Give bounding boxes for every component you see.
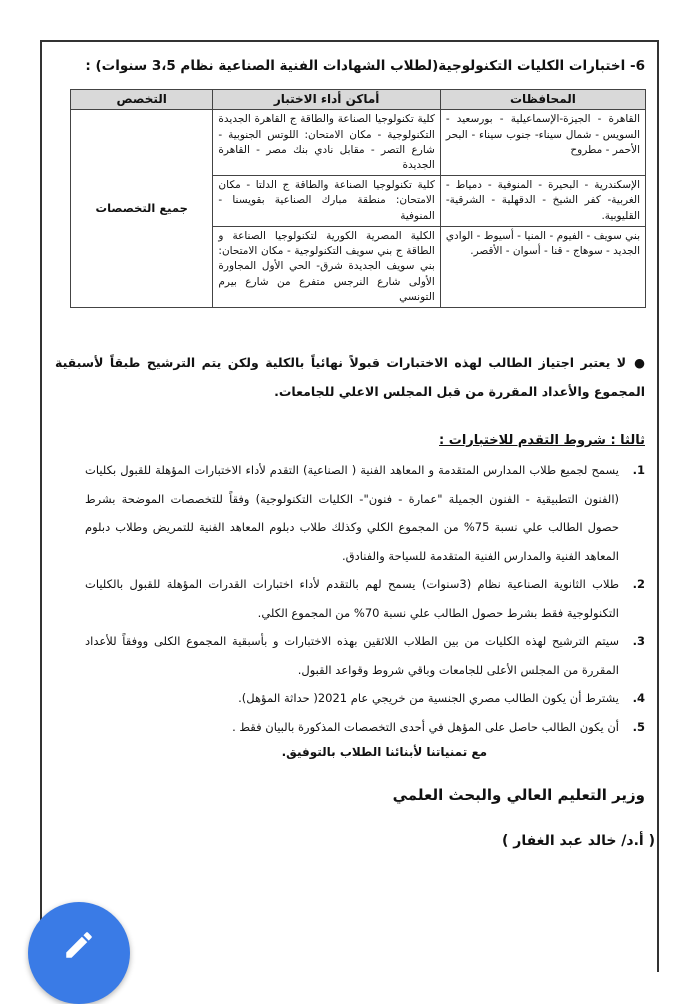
header-exam-places: أماكن أداء الاختبار [213, 90, 440, 110]
header-specialization: التخصص [71, 90, 213, 110]
edit-pencil-icon [62, 928, 96, 962]
cell-exam-place: كلية تكنولوجيا الصناعة والطاقة ج القاهرة الجديدة التكنولوجية - مكان الامتحان: اللوتس الجنوبية - شارع التصر - مقابل نادي بنك مصر - القاهرة الجديدة [213, 110, 440, 176]
list-item [85, 627, 645, 684]
item-number: 1. [632, 463, 645, 477]
note-text: لا يعتبر اجتياز الطالب لهذه الاختبارات قبولاً نهائياً بالكلية ولكن يتم الترشيح طبقاً لأسبقية المجموع والأعداد المقررة من قبل المجلس الاعلي للجامعات. [55, 355, 645, 399]
item-text: سيتم الترشيح لهذه الكليات من بين الطلاب اللائقين بهذه الاختبارات و بأسبقية المجموع الكلى ووفقاً للأعداد المقررة من المجلس الأعلى للجامعات وباقي شروط وقواعد القبول. [85, 634, 619, 677]
signer-name: ( أ.د/ خالد عبد الغفار ) [502, 833, 655, 849]
cell-governorates: القاهرة - الجيزة-الإسماعيلية - بورسعيد - السويس - شمال سيناء- جنوب سيناء - البحر الأحمر - مطروح [440, 110, 645, 176]
cell-specialization: جميع التخصصات [71, 110, 213, 308]
cell-exam-place: الكلية المصرية الكورية لتكنولوجيا الصناعة و الطاقة ج بني سويف التكنولوجية - مكان الامتحان: بني سويف الجديدة شرق- الحي الأول المجاورة الأولى شارع النرجس متفرع من شارع بيرم التونسي [213, 226, 440, 307]
conditions-list [85, 456, 645, 741]
edit-fab-button[interactable] [28, 902, 130, 1004]
item-number: 3. [632, 634, 645, 648]
minister-title: وزير التعليم العالي والبحث العلمي [392, 786, 645, 804]
table-header-row [71, 90, 646, 110]
list-item [85, 684, 645, 713]
table-row [71, 110, 646, 176]
item-text: يشترط أن يكون الطالب مصري الجنسية من خريجي عام 2021( حداثة المؤهل). [238, 691, 619, 705]
list-item [85, 456, 645, 570]
list-item [85, 713, 645, 742]
admission-note [55, 348, 645, 406]
cell-exam-place: كلية تكنولوجيا الصناعة والطاقة ج الدلتا - مكان الامتحان: منطقة مبارك الصناعية بقويسنا - المنوفية [213, 176, 440, 227]
cell-governorates: الإسكندرية - البحيرة - المنوفية - دمياط - الغربية- كفر الشيخ - الدقهلية - الشرقية- القليوبية. [440, 176, 645, 227]
section-heading: 6- اختبارات الكليات التكنولوجية(لطلاب الشهادات الفنية الصناعية نظام 3،5 سنوات) : [85, 58, 645, 74]
conditions-title: ثالثا : شروط التقدم للاختبارات : [439, 433, 645, 448]
item-text: أن يكون الطالب حاصل على المؤهل في أحدى التخصصات المذكورة بالبيان فقط . [232, 719, 619, 734]
item-number: 5. [632, 719, 645, 734]
closing-wish: مع تمنياتنا لأبنائنا الطلاب بالتوفيق. [281, 745, 487, 759]
cell-governorates: بني سويف - الفيوم - المنيا - أسيوط - الوادي الجديد - سوهاج - قنا - أسوان - الأقصر. [440, 226, 645, 307]
bullet-icon: ● [634, 355, 645, 370]
exam-locations-table [70, 89, 646, 308]
item-number: 4. [632, 691, 645, 705]
header-governorates: المحافظات [440, 90, 645, 110]
list-item [85, 570, 645, 627]
item-number: 2. [632, 577, 645, 591]
item-text: يسمح لجميع طلاب المدارس المتقدمة و المعاهد الفنية ( الصناعية) التقدم لأداء الاختبارات المؤهلة للقبول بكليات (الفنون التطبيقية - الفنون الجميلة "عمارة - فنون"- الكليات التكنولوجية) وفقاً للتخصصات الموضحة بشرط حصول الطالب علي نسبة 75% من المجموع الكلي وكذلك طلاب دبلوم المعاهد الفنية للتمريض وطلاب دبلوم المعاهد الفنية والمدارس الفنية المتقدمة للسياحة والفنادق. [85, 463, 619, 563]
item-text: طلاب الثانوية الصناعية نظام (3سنوات) يسمح لهم بالتقدم لأداء اختبارات القدرات المؤهلة للقبول بالكليات التكنولوجية فقط بشرط حصول الطالب علي نسبة 70% من المجموع الكلي. [85, 577, 619, 620]
